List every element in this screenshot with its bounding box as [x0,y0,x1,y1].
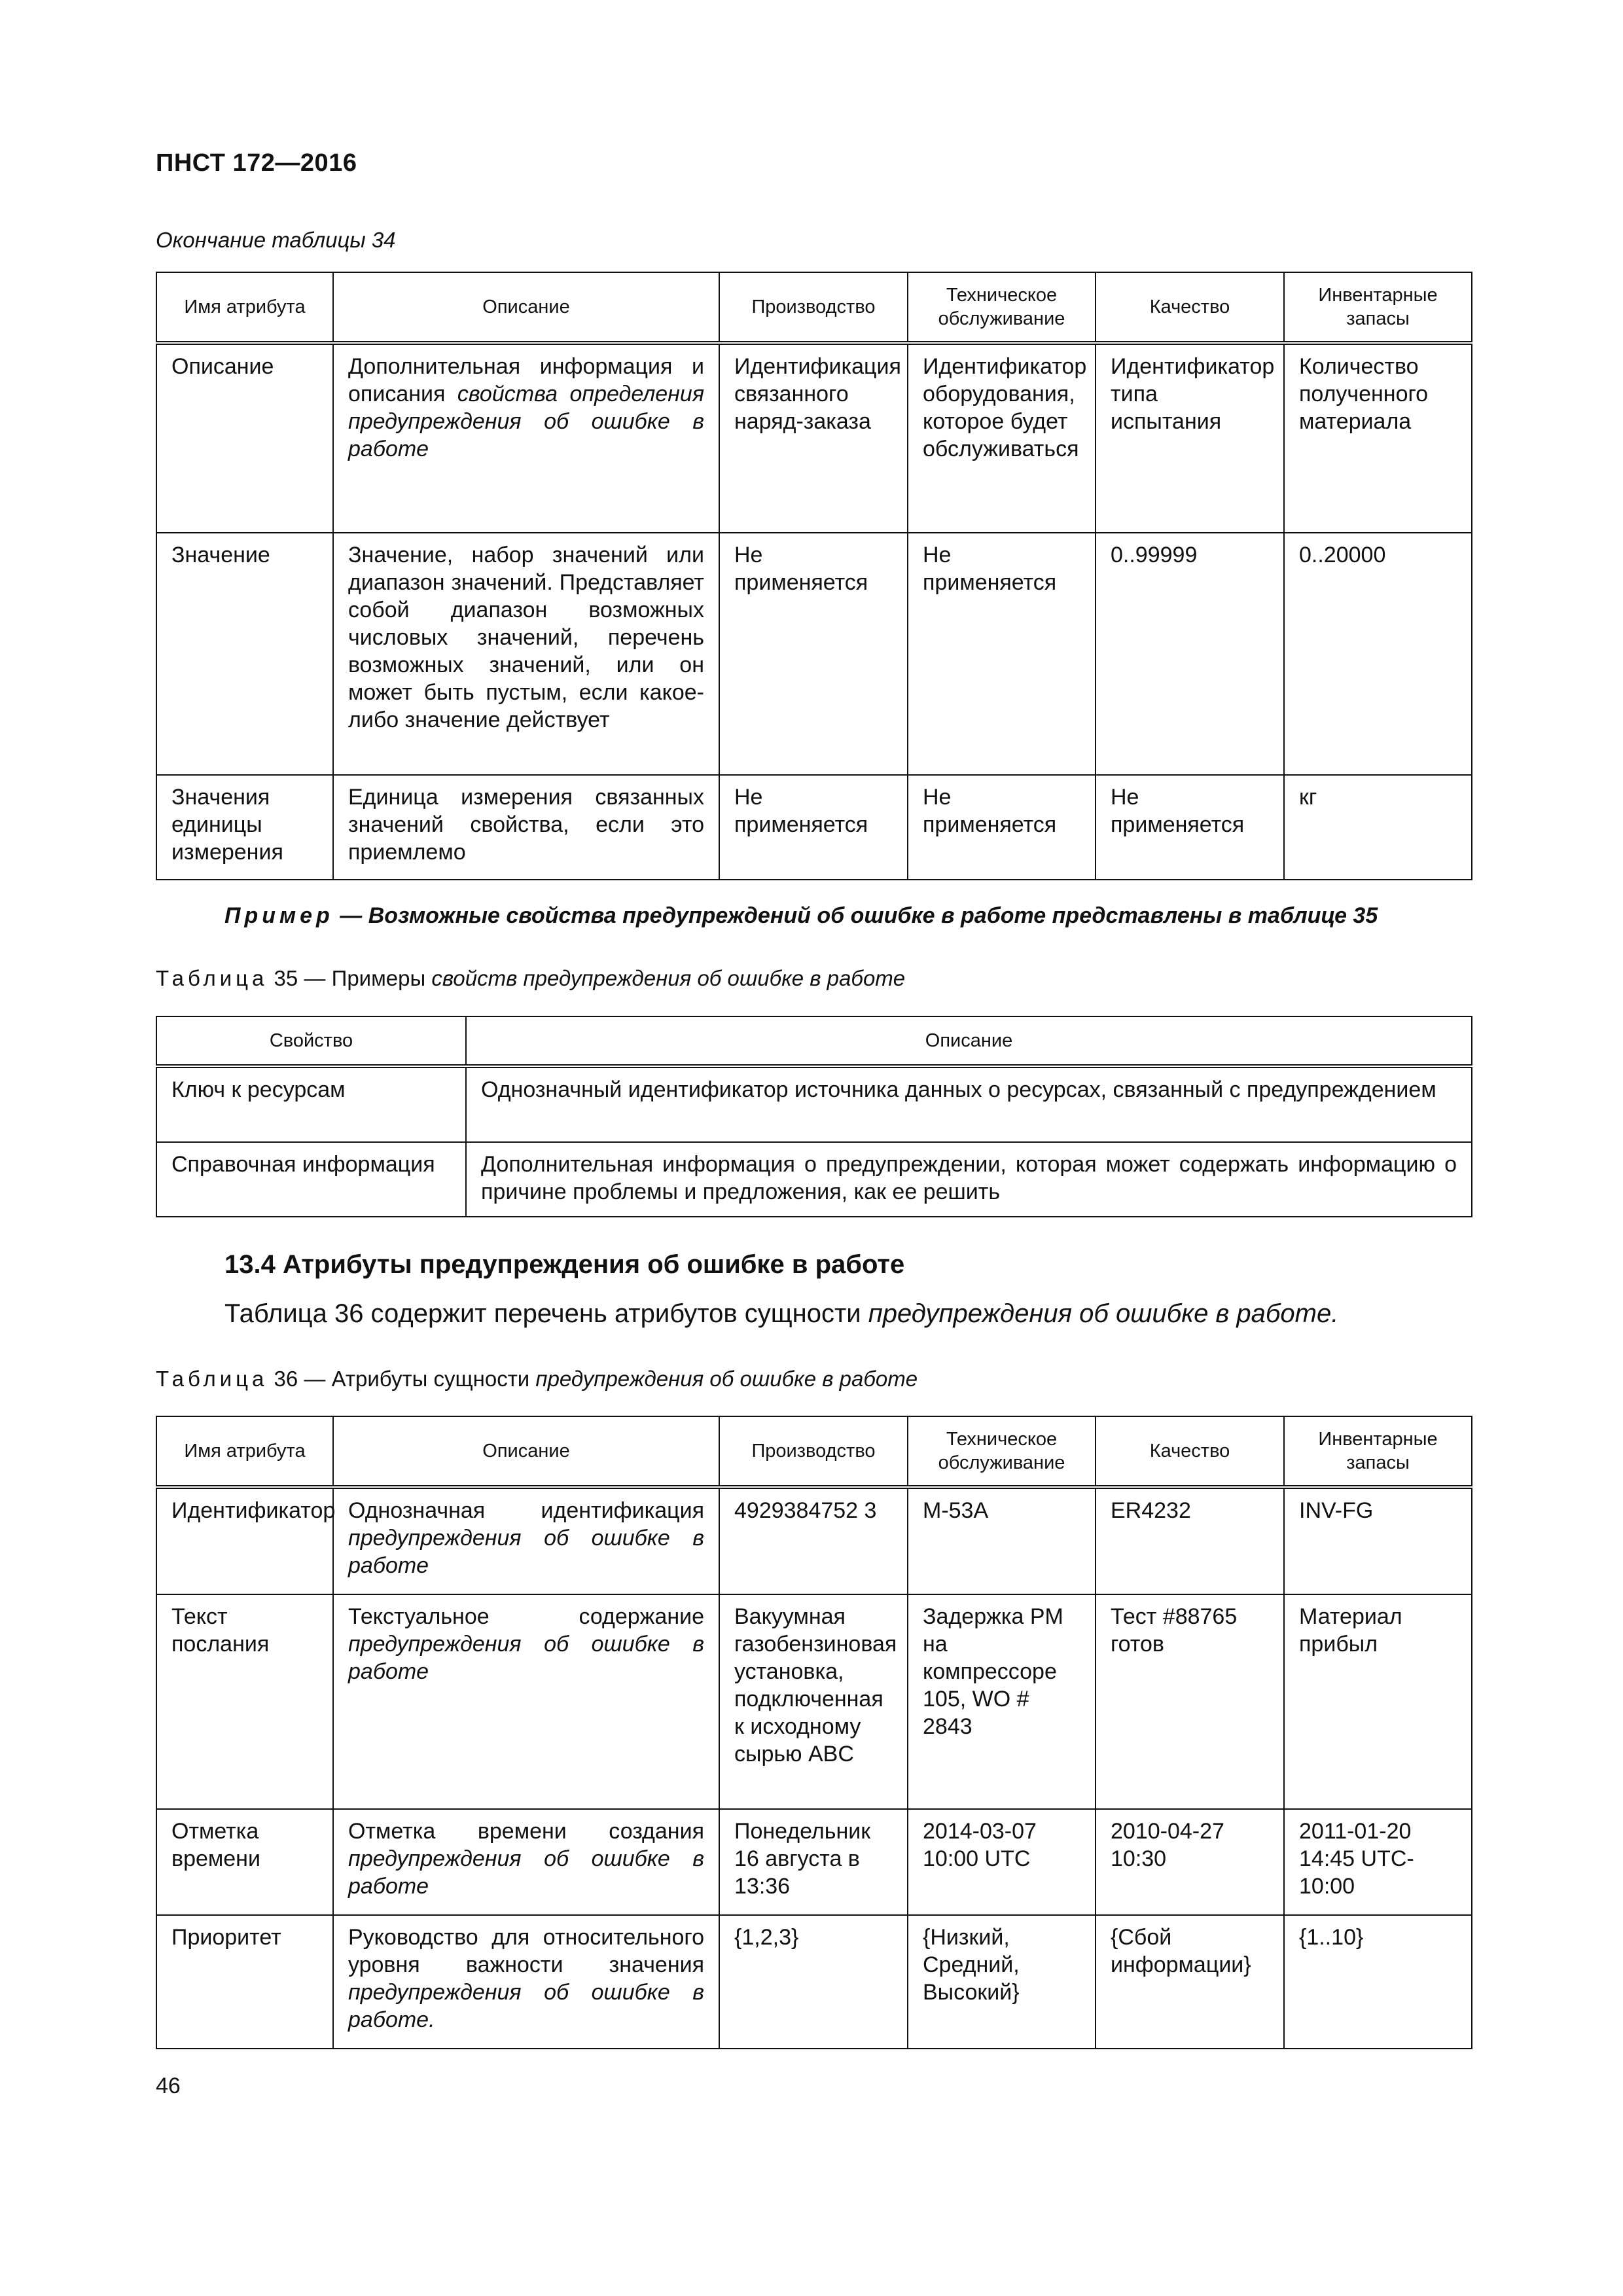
description-cell: Дополнительная информация о предупреждении, которая может содержать информацию о причине проблемы и предложения, как ее решить [466,1142,1472,1217]
quality-cell: Тест #88765 готов [1096,1594,1284,1809]
column-header: Производство [719,272,908,343]
document-id: ПНСТ 172—2016 [156,149,357,177]
table-row [156,1142,1472,1217]
maintenance-cell: Не применяется [908,775,1096,880]
table-header-row [156,1016,1472,1066]
table-34-caption: Окончание таблицы 34 [156,228,396,252]
section-title: 13.4 Атрибуты предупреждения об ошибке в работе [224,1250,905,1279]
production-cell: 4929384752 3 [719,1487,908,1594]
example-label: Пример [224,903,334,928]
description-cell: Однозначная идентификация предупреждения об ошибке в работе [333,1487,719,1594]
attribute-name-cell: Отметка времени [156,1809,333,1915]
table-35 [156,1016,1472,1217]
table-36-caption: Таблица 36 — Атрибуты сущности предупреждения об ошибке в работе [156,1367,918,1391]
inventory-cell: {1..10} [1284,1915,1472,2049]
quality-cell: ER4232 [1096,1487,1284,1594]
attribute-name-cell: Текст послания [156,1594,333,1809]
production-cell: Идентификация связанного наряд-заказа [719,343,908,533]
table-header-row [156,1416,1472,1487]
column-header: Техническое обслуживание [908,1416,1096,1487]
table-row [156,343,1472,533]
maintenance-cell: Задержка PM на компрессоре 105, WO # 2843 [908,1594,1096,1809]
quality-cell: 2010-04-27 10:30 [1096,1809,1284,1915]
maintenance-cell: Идентификатор оборудования, которое будет обслуживаться [908,343,1096,533]
table-header-row [156,272,1472,343]
inventory-cell: кг [1284,775,1472,880]
table-35-caption: Таблица 35 — Примеры свойств предупреждения об ошибке в работе [156,966,906,990]
table-row [156,1487,1472,1594]
column-header: Инвентарные запасы [1284,1416,1472,1487]
maintenance-cell: Не применяется [908,533,1096,775]
page-number: 46 [156,2073,181,2098]
example-text: — Возможные свойства предупреждений об ошибке в работе представлены в таблице 35 [333,903,1378,928]
property-cell: Справочная информация [156,1142,466,1217]
maintenance-cell: {Низкий, Средний, Высокий} [908,1915,1096,2049]
property-cell: Ключ к ресурсам [156,1066,466,1142]
inventory-cell: Количество полученного материала [1284,343,1472,533]
maintenance-cell: 2014-03-07 10:00 UTC [908,1809,1096,1915]
maintenance-cell: M-53A [908,1487,1096,1594]
description-cell: Руководство для относительного уровня важности значения предупреждения об ошибке в работе. [333,1915,719,2049]
column-header: Описание [333,1416,719,1487]
column-header: Описание [466,1016,1472,1066]
quality-cell: {Сбой информации} [1096,1915,1284,2049]
column-header: Имя атрибута [156,272,333,343]
column-header: Инвентарные запасы [1284,272,1472,343]
quality-cell: Идентификатор типа испытания [1096,343,1284,533]
column-header: Техническое обслуживание [908,272,1096,343]
column-header: Качество [1096,272,1284,343]
table-36 [156,1416,1472,2049]
table-row [156,775,1472,880]
column-header: Качество [1096,1416,1284,1487]
description-cell: Дополнительная информация и описания свойства определения предупреждения об ошибке в работе [333,343,719,533]
description-cell: Отметка времени создания предупреждения об ошибке в работе [333,1809,719,1915]
attribute-name-cell: Значения единицы измерения [156,775,333,880]
production-cell: Не применяется [719,775,908,880]
production-cell: Не применяется [719,533,908,775]
inventory-cell: INV-FG [1284,1487,1472,1594]
production-cell: Понедельник 16 августа в 13:36 [719,1809,908,1915]
attribute-name-cell: Приоритет [156,1915,333,2049]
example-note [224,903,1378,929]
description-cell: Текстуальное содержание предупреждения об ошибке в работе [333,1594,719,1809]
column-header: Свойство [156,1016,466,1066]
table-row [156,1066,1472,1142]
description-cell: Значение, набор значений или диапазон значений. Представляет собой диапазон возможных числовых значений, перечень возможных значений, или он может быть пустым, если какое-либо значение действует [333,533,719,775]
description-cell: Единица измерения связанных значений свойства, если это приемлемо [333,775,719,880]
description-cell: Однозначный идентификатор источника данных о ресурсах, связанный с предупреждением [466,1066,1472,1142]
column-header: Описание [333,272,719,343]
production-cell: {1,2,3} [719,1915,908,2049]
table-row [156,533,1472,775]
table-row [156,1809,1472,1915]
column-header: Производство [719,1416,908,1487]
attribute-name-cell: Описание [156,343,333,533]
inventory-cell: Материал прибыл [1284,1594,1472,1809]
production-cell: Вакуумная газобензиновая установка, подключенная к исходному сырью ABC [719,1594,908,1809]
attribute-name-cell: Значение [156,533,333,775]
table-row [156,1915,1472,2049]
section-text: Таблица 36 содержит перечень атрибутов сущности предупреждения об ошибке в работе. [224,1299,1339,1328]
inventory-cell: 0..20000 [1284,533,1472,775]
table-row [156,1594,1472,1809]
quality-cell: 0..99999 [1096,533,1284,775]
column-header: Имя атрибута [156,1416,333,1487]
quality-cell: Не применяется [1096,775,1284,880]
table-34 [156,272,1472,880]
attribute-name-cell: Идентификатор [156,1487,333,1594]
inventory-cell: 2011-01-20 14:45 UTC-10:00 [1284,1809,1472,1915]
